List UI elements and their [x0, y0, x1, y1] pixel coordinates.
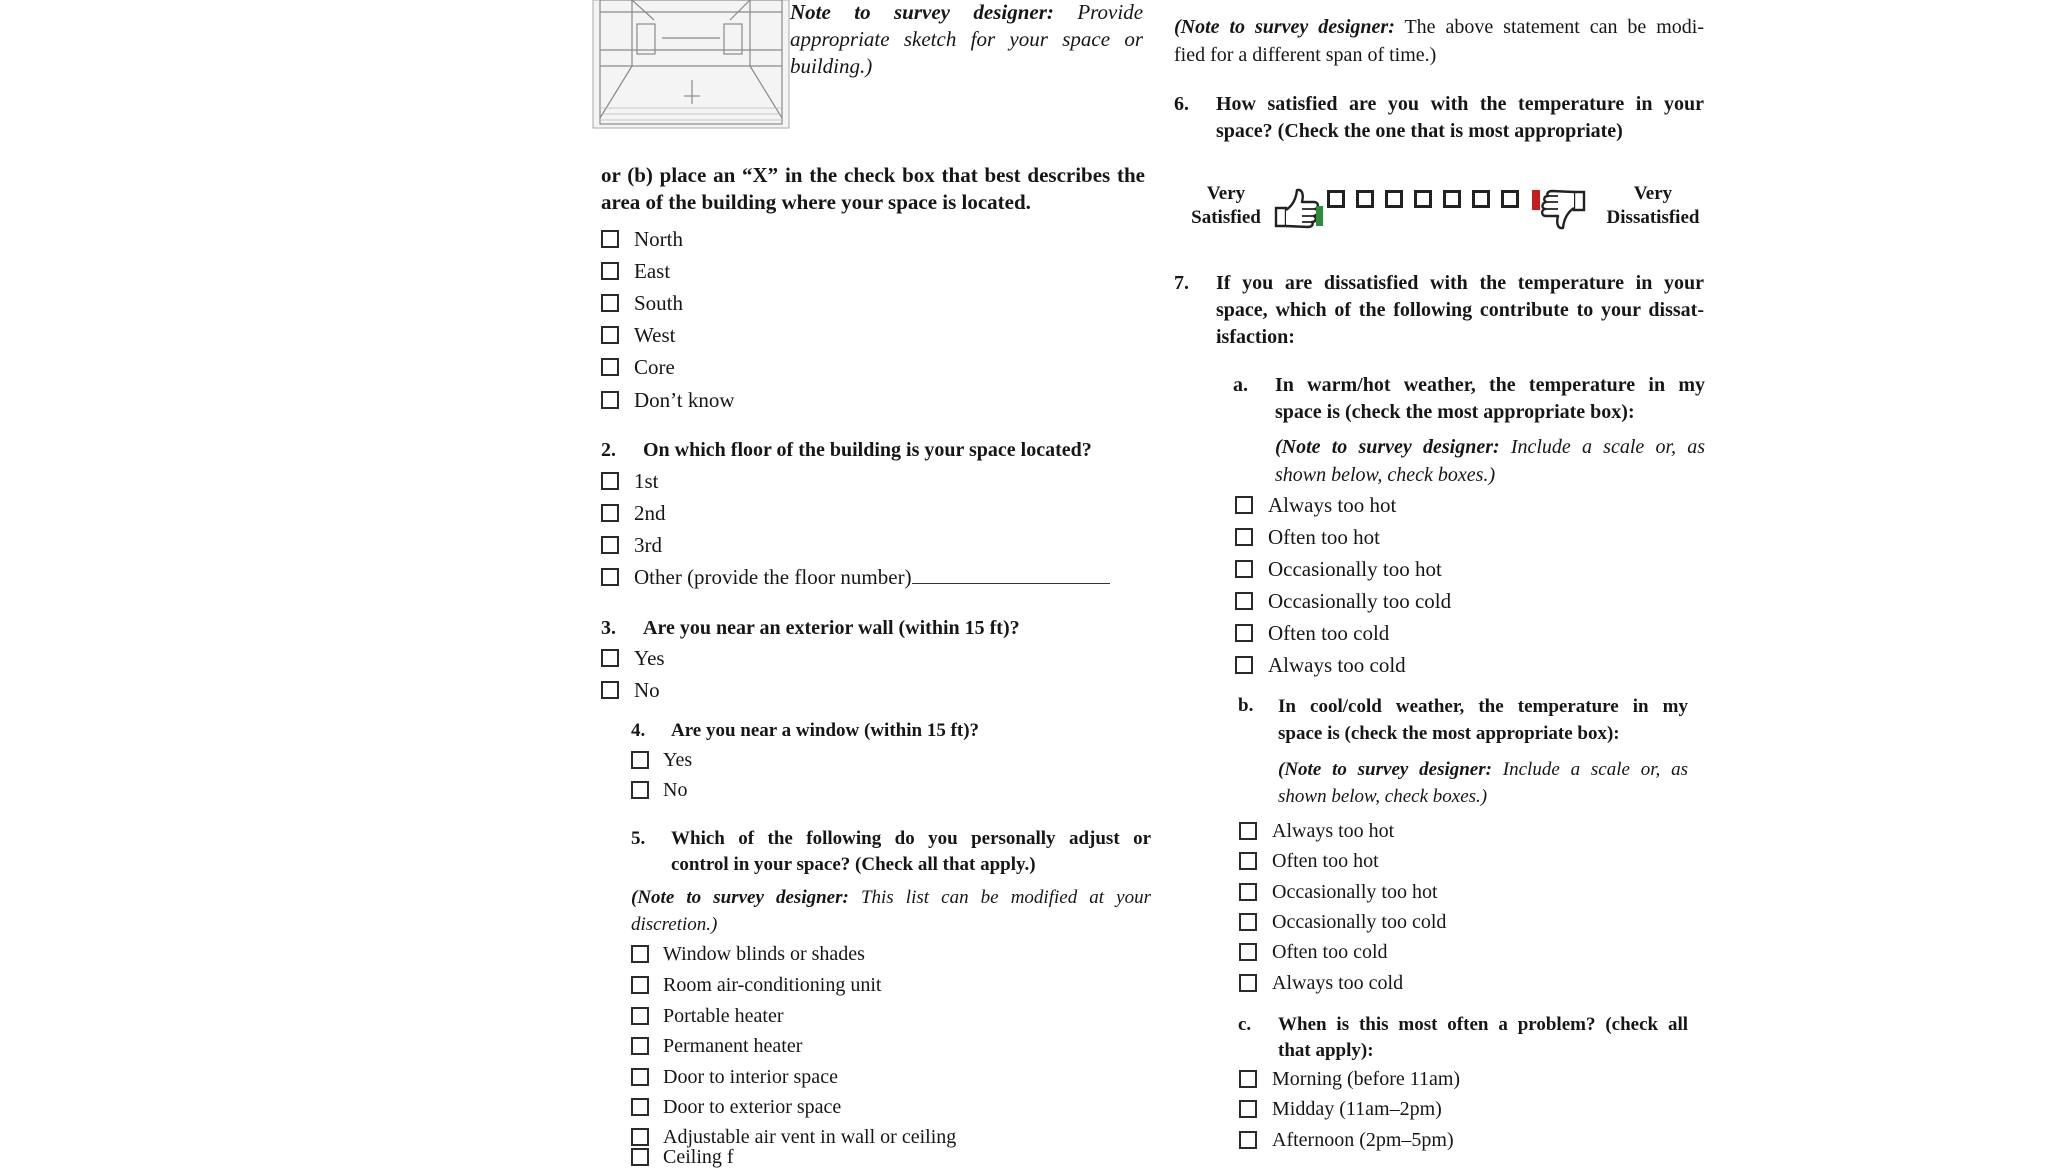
q7c-prompt-line1: When is this most often a problem? (check all	[1278, 1014, 1688, 1035]
q7a-note-label: (Note to survey designer:	[1275, 436, 1500, 458]
option-cool-often-hot: Often too hot	[1272, 850, 1379, 872]
q6-right-label-2: Dissatisfied	[1606, 207, 1700, 228]
option-permanent-heater: Permanent heater	[663, 1035, 803, 1057]
q6-right-label	[1598, 182, 1708, 230]
q7a-note-rest1: Include a scale or, as	[1510, 436, 1705, 458]
checkbox-floor-other[interactable]	[601, 568, 619, 586]
image-note	[790, 0, 1143, 80]
checkbox-room-ac[interactable]	[631, 976, 649, 994]
q7c-prompt	[1278, 1012, 1688, 1064]
checkbox-portable-heater[interactable]	[631, 1007, 649, 1025]
checkbox-air-vent[interactable]	[631, 1128, 649, 1146]
option-room-ac: Room air-conditioning unit	[663, 974, 882, 996]
image-note-line2: appropriate sketch for your space or	[790, 27, 1143, 51]
satisfaction-scale-box-1[interactable]	[1327, 190, 1345, 208]
option-afternoon: Afternoon (2pm–5pm)	[1272, 1129, 1454, 1151]
q5-prompt-line2: control in your space? (Check all that apply.)	[671, 854, 1036, 875]
q6-prompt-line2: space? (Check the one that is most appropriate)	[1216, 120, 1623, 142]
q1b-prompt-line1: or (b) place an “X” in the check box that best describes the	[601, 163, 1145, 187]
option-dont-know: Don’t know	[634, 388, 735, 412]
checkbox-permanent-heater[interactable]	[631, 1037, 649, 1055]
q5-note-rest2: discretion.)	[631, 914, 718, 935]
option-exterior-yes: Yes	[634, 646, 665, 670]
image-note-line1: Provide	[1077, 0, 1144, 24]
floor-number-blank[interactable]	[912, 565, 1110, 584]
option-warm-always-cold: Always too cold	[1268, 653, 1406, 677]
q6-left-label-2: Satisfied	[1191, 207, 1261, 228]
option-cool-often-cold: Often too cold	[1272, 941, 1388, 963]
q2-number: 2.	[601, 439, 616, 461]
q7b-prompt-line1: In cool/cold weather, the temperature in my	[1278, 696, 1688, 717]
checkbox-morning[interactable]	[1239, 1070, 1257, 1088]
checkbox-floor-3rd[interactable]	[601, 536, 619, 554]
option-cool-always-cold: Always too cold	[1272, 972, 1404, 994]
right-note-rest1: The above statement can be modi-	[1404, 16, 1704, 38]
option-midday: Midday (11am–2pm)	[1272, 1098, 1442, 1120]
checkbox-cool-occ-hot[interactable]	[1239, 883, 1257, 901]
q2-prompt: On which floor of the building is your space located?	[643, 439, 1092, 461]
q5-cutoff-row	[631, 1146, 751, 1168]
option-door-interior: Door to interior space	[663, 1066, 838, 1088]
option-door-exterior: Door to exterior space	[663, 1096, 842, 1118]
option-window-yes: Yes	[663, 749, 693, 771]
dissatisfied-color-bar	[1532, 190, 1540, 210]
satisfaction-scale-box-5[interactable]	[1443, 190, 1461, 208]
q3-prompt: Are you near an exterior wall (within 15 ft)?	[643, 617, 1020, 639]
option-warm-occ-hot: Occasionally too hot	[1268, 557, 1442, 581]
option-air-vent: Adjustable air vent in wall or ceiling	[663, 1126, 957, 1148]
satisfaction-scale-box-2[interactable]	[1356, 190, 1374, 208]
checkbox-ceiling-fan[interactable]	[631, 1148, 649, 1166]
thumbs-down-icon	[1532, 188, 1588, 232]
checkbox-warm-often-cold[interactable]	[1235, 624, 1253, 642]
image-note-label: Note to survey designer:	[790, 0, 1054, 24]
option-core: Core	[634, 355, 675, 379]
q7c-letter: c.	[1238, 1014, 1252, 1035]
option-warm-always-hot: Always too hot	[1268, 493, 1397, 517]
checkbox-warm-occ-hot[interactable]	[1235, 560, 1253, 578]
q7b-note-label: (Note to survey designer:	[1278, 759, 1492, 780]
checkbox-door-interior[interactable]	[631, 1068, 649, 1086]
checkbox-warm-occ-cold[interactable]	[1235, 592, 1253, 610]
option-cool-always-hot: Always too hot	[1272, 820, 1395, 842]
option-exterior-no: No	[634, 678, 660, 702]
q1b-prompt	[601, 162, 1145, 216]
option-cool-occ-cold: Occasionally too cold	[1272, 911, 1447, 933]
satisfaction-scale-box-6[interactable]	[1472, 190, 1490, 208]
q7c-prompt-line2: that apply):	[1278, 1040, 1374, 1061]
q7a-note-rest2: shown below, check boxes.)	[1275, 464, 1496, 486]
q7-prompt-line3: isfaction:	[1216, 326, 1295, 348]
thumbs-up-icon	[1272, 186, 1324, 230]
q7-prompt-line1: If you are dissatisfied with the temperature in your	[1216, 272, 1704, 294]
checkbox-window-no[interactable]	[631, 781, 649, 799]
q1b-prompt-line2: area of the building where your space is located.	[601, 190, 1031, 214]
checkbox-warm-always-hot[interactable]	[1235, 496, 1253, 514]
checkbox-cool-often-cold[interactable]	[1239, 943, 1257, 961]
q5-note	[631, 884, 1151, 938]
q5-number: 5.	[631, 828, 646, 849]
q5-prompt-line1: Which of the following do you personally adjust or	[671, 828, 1151, 849]
q7b-prompt-line2: space is (check the most appropriate box):	[1278, 723, 1620, 744]
q7a-prompt	[1275, 372, 1705, 426]
option-cool-occ-hot: Occasionally too hot	[1272, 881, 1438, 903]
checkbox-dont-know[interactable]	[601, 391, 619, 409]
option-floor-other-label: Other (provide the floor number)	[634, 565, 912, 589]
checkbox-cool-occ-cold[interactable]	[1239, 913, 1257, 931]
q6-right-label-1: Very	[1633, 183, 1673, 204]
checkbox-south[interactable]	[601, 294, 619, 312]
floor-plan-sketch	[592, 0, 792, 132]
option-floor-1st: 1st	[634, 469, 659, 493]
q7a-prompt-line2: space is (check the most appropriate box):	[1275, 401, 1635, 423]
checkbox-midday[interactable]	[1239, 1100, 1257, 1118]
checkbox-west[interactable]	[601, 326, 619, 344]
right-note	[1174, 13, 1704, 69]
checkbox-door-exterior[interactable]	[631, 1098, 649, 1116]
satisfaction-scale-box-3[interactable]	[1385, 190, 1403, 208]
q7a-note	[1275, 433, 1705, 489]
q5-note-label: (Note to survey designer:	[631, 887, 849, 908]
option-south: South	[634, 291, 684, 315]
q7b-note	[1278, 756, 1688, 810]
satisfaction-scale-box-4[interactable]	[1414, 190, 1432, 208]
image-note-line3: building.)	[790, 54, 873, 78]
q5-note-rest1: This list can be modified at your	[860, 887, 1152, 908]
right-note-label: (Note to survey designer:	[1174, 16, 1395, 38]
checkbox-north[interactable]	[601, 230, 619, 248]
checkbox-warm-always-cold[interactable]	[1235, 656, 1253, 674]
checkbox-floor-1st[interactable]	[601, 472, 619, 490]
option-window-blinds: Window blinds or shades	[663, 943, 865, 965]
checkbox-exterior-no[interactable]	[601, 681, 619, 699]
right-note-rest2: fied for a different span of time.)	[1174, 44, 1437, 66]
q4-prompt: Are you near a window (within 15 ft)?	[671, 720, 980, 741]
option-floor-2nd: 2nd	[634, 501, 666, 525]
checkbox-warm-often-hot[interactable]	[1235, 528, 1253, 546]
option-east: East	[634, 259, 671, 283]
q4-number: 4.	[631, 720, 646, 741]
option-warm-often-cold: Often too cold	[1268, 621, 1390, 645]
checkbox-cool-often-hot[interactable]	[1239, 852, 1257, 870]
option-ceiling-fan: Ceiling f	[663, 1146, 734, 1168]
q6-prompt	[1216, 91, 1704, 145]
option-portable-heater: Portable heater	[663, 1005, 784, 1027]
option-west: West	[634, 323, 676, 347]
option-morning: Morning (before 11am)	[1272, 1068, 1461, 1090]
checkbox-floor-2nd[interactable]	[601, 504, 619, 522]
checkbox-cool-always-cold[interactable]	[1239, 974, 1257, 992]
option-floor-other	[634, 565, 1110, 589]
q6-prompt-line1: How satisfied are you with the temperature in your	[1216, 93, 1704, 115]
checkbox-cool-always-hot[interactable]	[1239, 822, 1257, 840]
checkbox-core[interactable]	[601, 358, 619, 376]
q7-number: 7.	[1174, 272, 1189, 294]
q7b-note-rest1: Include a scale or, as	[1502, 759, 1688, 780]
q7b-note-rest2: shown below, check boxes.)	[1278, 786, 1488, 807]
q7b-letter: b.	[1238, 695, 1254, 716]
q6-left-label	[1180, 182, 1272, 230]
option-warm-often-hot: Often too hot	[1268, 525, 1380, 549]
checkbox-exterior-yes[interactable]	[601, 649, 619, 667]
q5-prompt	[671, 826, 1151, 878]
option-floor-3rd: 3rd	[634, 533, 662, 557]
checkbox-window-yes[interactable]	[631, 751, 649, 769]
checkbox-window-blinds[interactable]	[631, 945, 649, 963]
q6-number: 6.	[1174, 93, 1189, 115]
checkbox-afternoon[interactable]	[1239, 1131, 1257, 1149]
option-warm-occ-cold: Occasionally too cold	[1268, 589, 1452, 613]
option-north: North	[634, 227, 683, 251]
q7a-prompt-line1: In warm/hot weather, the temperature in my	[1275, 374, 1705, 396]
q3-number: 3.	[601, 617, 616, 639]
q7-prompt	[1216, 270, 1704, 351]
q7-prompt-line2: space, which of the following contribute to your dissat-	[1216, 299, 1704, 321]
option-window-no: No	[663, 779, 688, 801]
q7a-letter: a.	[1233, 374, 1248, 396]
q6-left-label-1: Very	[1206, 183, 1246, 204]
satisfied-color-bar	[1316, 206, 1323, 226]
checkbox-east[interactable]	[601, 262, 619, 280]
satisfaction-scale-box-7[interactable]	[1501, 190, 1519, 208]
q7b-prompt	[1278, 693, 1688, 747]
